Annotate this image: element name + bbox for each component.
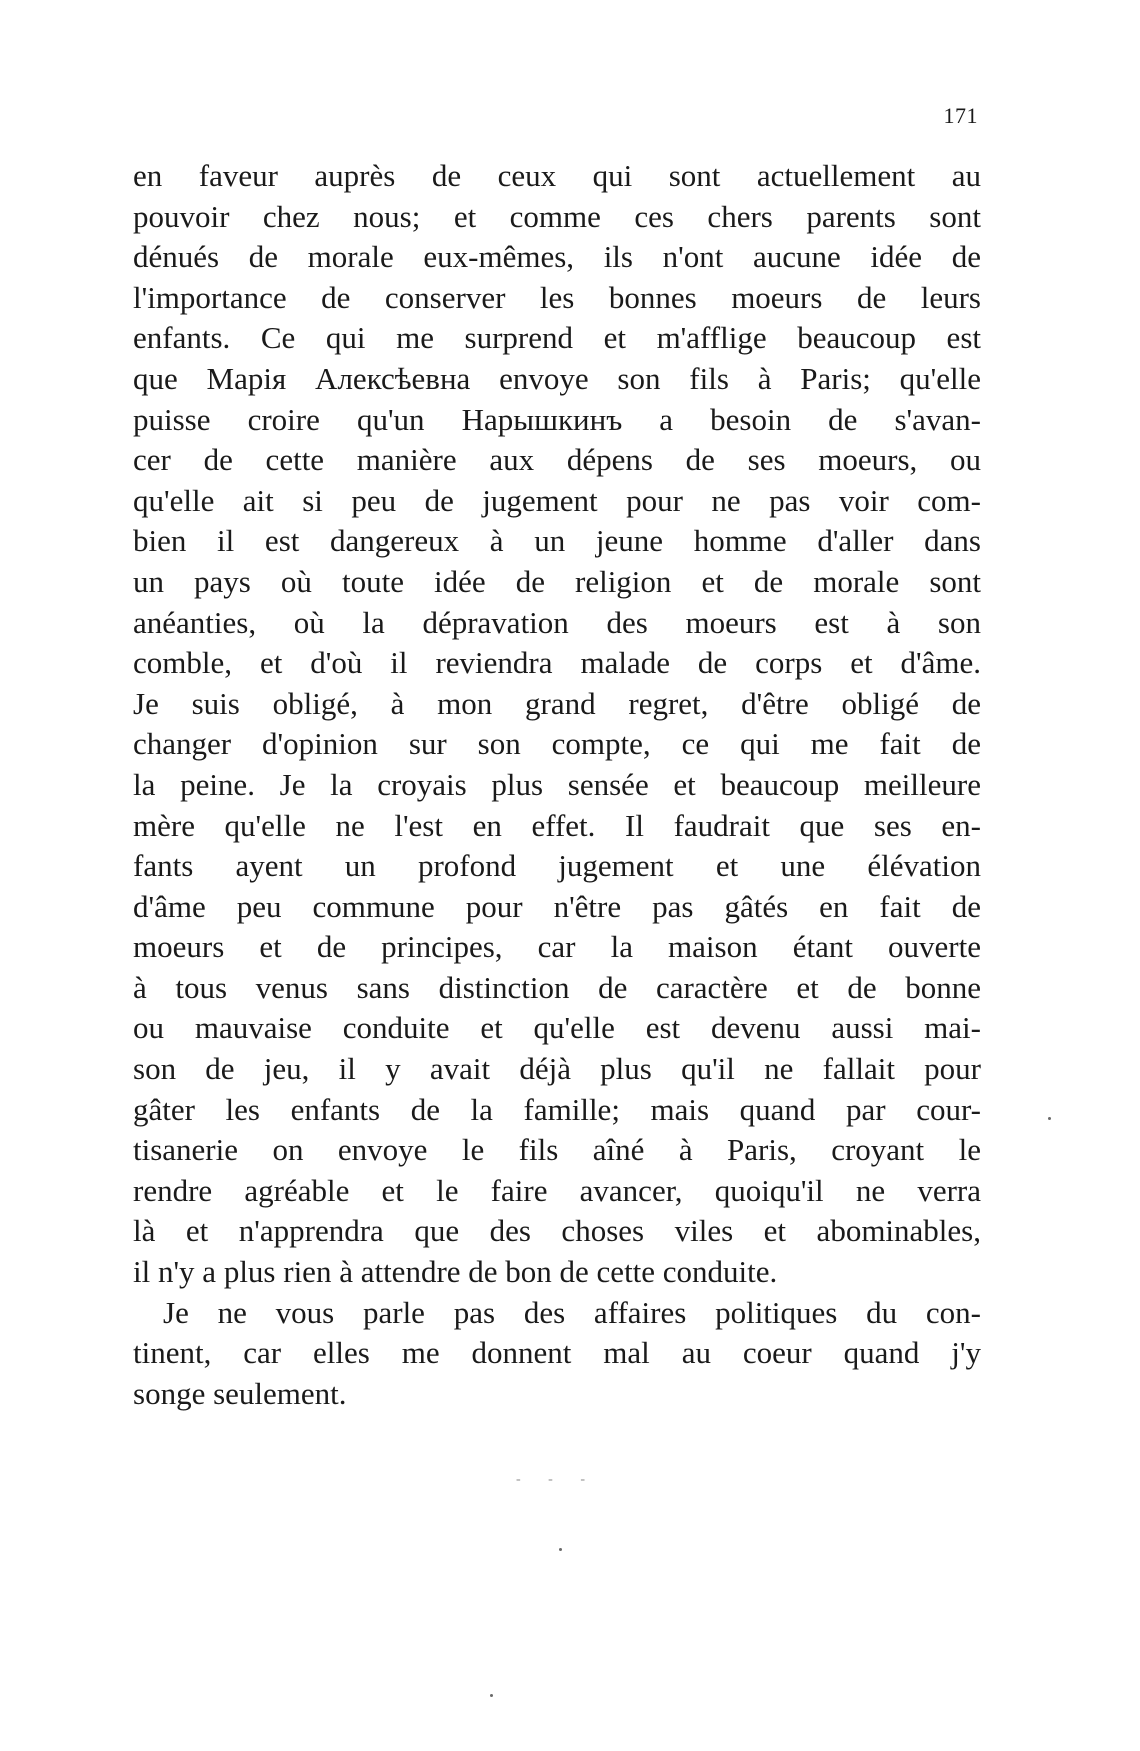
- text-line: qu'elle ait si peu de jugement pour ne pas voir com-: [133, 482, 981, 518]
- paragraph-start-line: Je ne vous parle pas des affaires politiques du con-: [163, 1294, 981, 1330]
- text-line: puisse croire qu'un Нарышкинъ a besoin de s'avan-: [133, 401, 981, 437]
- text-line: Je suis obligé, à mon grand regret, d'être obligé de: [133, 685, 981, 721]
- scan-speck: [1048, 1117, 1051, 1120]
- scan-speck: [490, 1694, 493, 1697]
- text-line: en faveur auprès de ceux qui sont actuellement au: [133, 158, 981, 193]
- text-line: la peine. Je la croyais plus sensée et beaucoup meilleure: [133, 766, 981, 802]
- text-line: gâter les enfants de la famille; mais quand par cour-: [133, 1091, 981, 1127]
- text-line: fants ayent un profond jugement et une élévation: [133, 848, 981, 884]
- text-line: son de jeu, il y avait déjà plus qu'il ne fallait pour: [133, 1051, 981, 1087]
- text-line: pouvoir chez nous; et comme ces chers parents sont: [133, 198, 981, 234]
- text-line: songe seulement.: [133, 1375, 347, 1411]
- text-line: comble, et d'où il reviendra malade de corps et d'âme.: [133, 645, 981, 681]
- text-line: que Марія Алексѣевна envoye son fils à Paris; qu'elle: [133, 360, 981, 396]
- text-line: rendre agréable et le faire avancer, quoiqu'il ne verra: [133, 1172, 981, 1208]
- page-number: 171: [943, 103, 978, 128]
- text-line: d'âme peu commune pour n'être pas gâtés en fait de: [133, 888, 981, 924]
- text-line: moeurs et de principes, car la maison étant ouverte: [133, 929, 981, 965]
- section-end-dashes: - - -: [516, 1472, 597, 1487]
- text-line: bien il est dangereux à un jeune homme d'aller dans: [133, 523, 981, 559]
- text-line: enfants. Ce qui me surprend et m'afflige beaucoup est: [133, 320, 981, 356]
- text-line: à tous venus sans distinction de caractère et de bonne: [133, 969, 981, 1005]
- text-line: anéanties, où la dépravation des moeurs est à son: [133, 604, 981, 640]
- text-line: mère qu'elle ne l'est en effet. Il faudrait que ses en-: [133, 807, 981, 843]
- text-line: changer d'opinion sur son compte, ce qui me fait de: [133, 726, 981, 762]
- text-line: tisanerie on envoye le fils aîné à Paris, croyant le: [133, 1132, 981, 1168]
- body-text: [133, 156, 981, 1414]
- text-line: ou mauvaise conduite et qu'elle est devenu aussi mai-: [133, 1010, 981, 1046]
- text-line: l'importance de conserver les bonnes moeurs de leurs: [133, 279, 981, 315]
- text-line: cer de cette manière aux dépens de ses moeurs, ou: [133, 442, 981, 478]
- text-line: dénués de morale eux-mêmes, ils n'ont aucune idée de: [133, 239, 981, 275]
- text-line: un pays où toute idée de religion et de morale sont: [133, 563, 981, 599]
- scan-speck: [559, 1548, 562, 1551]
- text-line: il n'y a plus rien à attendre de bon de cette conduite.: [133, 1254, 778, 1290]
- text-line: tinent, car elles me donnent mal au coeur quand j'y: [133, 1335, 981, 1371]
- text-line: là et n'apprendra que des choses viles et abominables,: [133, 1213, 981, 1249]
